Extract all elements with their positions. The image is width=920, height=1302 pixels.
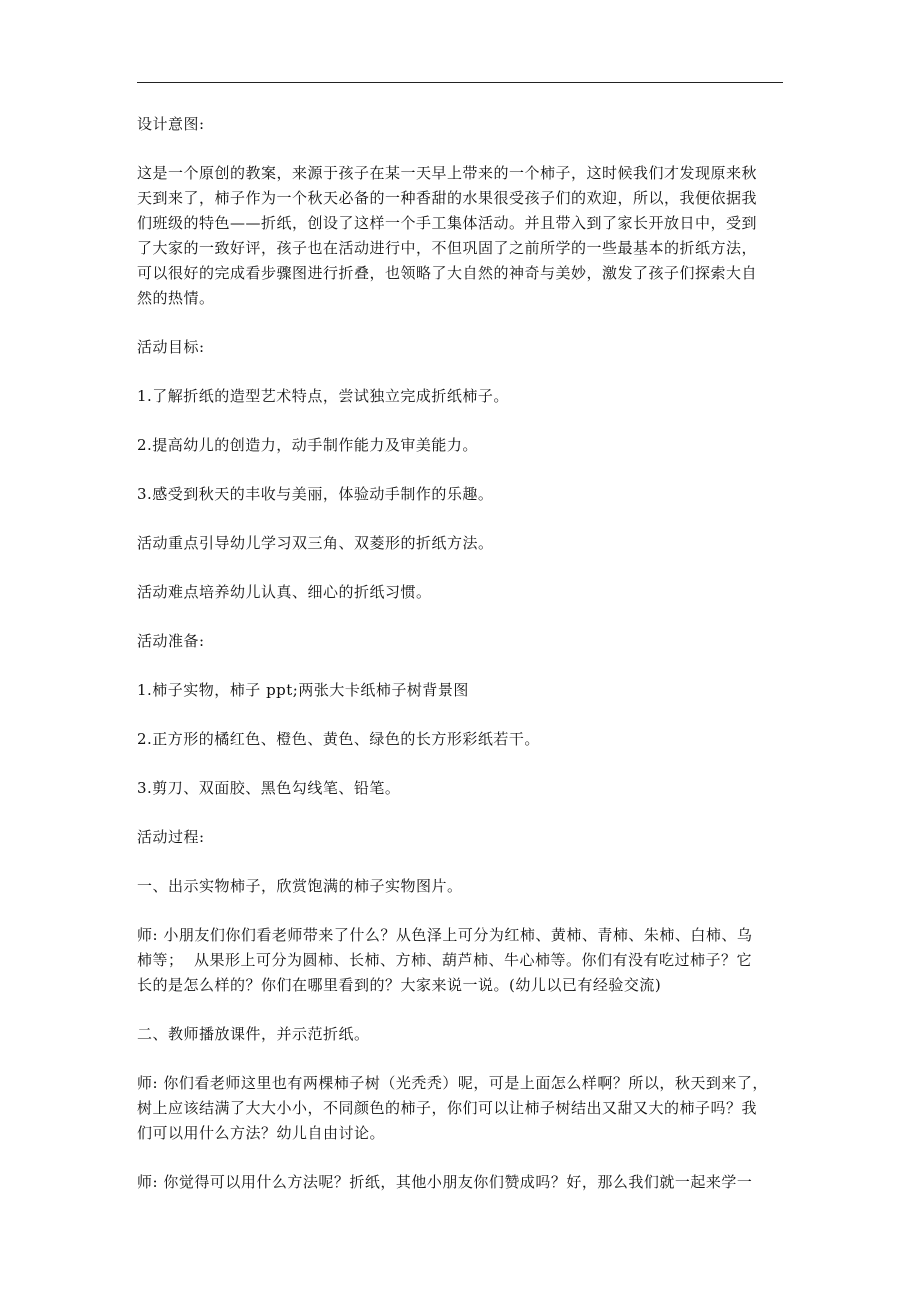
paragraph-line: 们班级的特色——折纸，创设了这样一个手工集体活动。并且带入到了家长开放日中，受到: [137, 214, 758, 232]
section-heading-goals: 活动目标:: [137, 338, 205, 356]
process-step-1: 一、出示实物柿子，欣赏饱满的柿子实物图片。: [137, 877, 463, 895]
paragraph-line: 这是一个原创的教案，来源于孩子在某一天早上带来的一个柿子，这时候我们才发现原来秋: [137, 164, 758, 182]
preparation-item-2: 2.正方形的橘红色、橙色、黄色、绿色的长方形彩纸若干。: [137, 730, 540, 748]
preparation-item-3: 3.剪刀、双面胶、黑色勾线笔、铅笔。: [137, 779, 401, 797]
process-step-2: 二、教师播放课件，并示范折纸。: [137, 1025, 370, 1043]
section-heading-preparation: 活动准备:: [137, 632, 205, 650]
goal-item-2: 2.提高幼儿的创造力，动手制作能力及审美能力。: [137, 436, 478, 454]
header-rule: [137, 82, 783, 83]
teacher-dialogue-2: 师: 你们看老师这里也有两棵柿子树（光秃秃）呢，可是上面怎么样啊？所以，秋天到来了， 树上应该结满了大大小小，不同颜色的柿子，你们可以让柿子树结出又甜又大的柿子吗？我 们可以用什么方法？幼儿自由讨论。: [137, 1074, 768, 1142]
paragraph-line: 然的热情。: [137, 289, 215, 307]
document-body: [137, 112, 787, 1195]
teacher-dialogue-3: 师: 你觉得可以用什么方法呢？折纸，其他小朋友你们赞成吗？好，那么我们就一起来学一: [137, 1173, 753, 1191]
paragraph-line: 了大家的一致好评，孩子也在活动进行中，不但巩固了之前所学的一些最基本的折纸方法，: [137, 239, 758, 257]
key-point: 活动重点引导幼儿学习双三角、双菱形的折纸方法。: [137, 534, 494, 552]
section-heading-design-intent: 设计意图:: [137, 115, 205, 133]
section-heading-process: 活动过程:: [137, 828, 205, 846]
paragraph-line: 可以很好的完成看步骤图进行折叠，也领略了大自然的神奇与美妙，激发了孩子们探索大自: [137, 264, 758, 282]
paragraph-line: 天到来了，柿子作为一个秋天必备的一种香甜的水果很受孩子们的欢迎，所以，我便依据我: [137, 189, 758, 207]
difficult-point: 活动难点培养幼儿认真、细心的折纸习惯。: [137, 583, 432, 601]
preparation-item-1: 1.柿子实物，柿子 ppt;两张大卡纸柿子树背景图: [137, 681, 469, 699]
goal-item-1: 1.了解折纸的造型艺术特点，尝试独立完成折纸柿子。: [137, 387, 509, 405]
paragraph-design-intent: [137, 161, 787, 311]
teacher-dialogue-1: 师: 小朋友们你们看老师带来了什么？从色泽上可分为红柿、黄柿、青柿、朱柿、白柿、乌 柿等； 从果形上可分为圆柿、长柿、方柿、葫芦柿、牛心柿等。你们有没有吃过柿子？它 长的是怎么样的？你们在哪里看到的？大家来说一说。(幼儿以已有经验交流): [137, 926, 753, 994]
goal-item-3: 3.感受到秋天的丰收与美丽，体验动手制作的乐趣。: [137, 485, 494, 503]
